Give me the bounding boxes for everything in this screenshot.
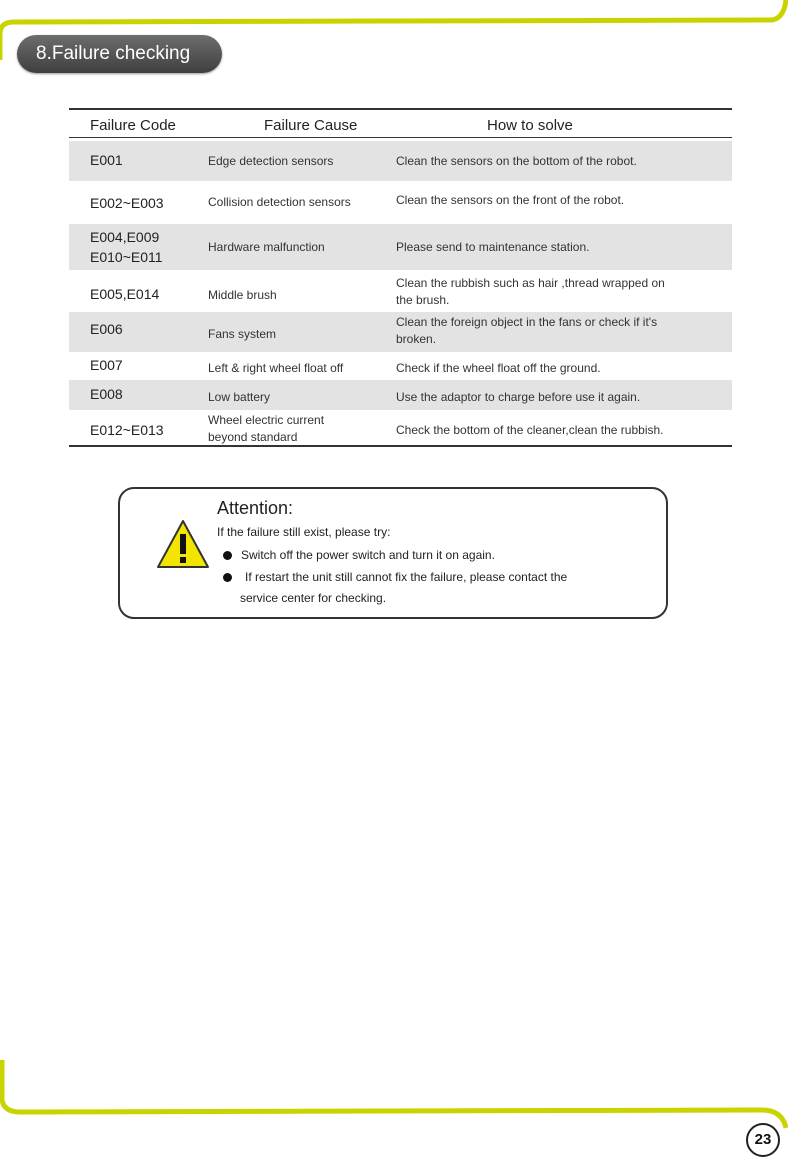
attention-item-line2: service center for checking. [240, 591, 387, 605]
attention-item: Switch off the power switch and turn it on again. [241, 548, 495, 562]
row-cause: Collision detection sensors [208, 195, 351, 209]
row-cause: Wheel electric current [208, 413, 325, 427]
row-cause: Middle brush [208, 288, 277, 302]
table-row [69, 224, 732, 270]
row-fix: Check the bottom of the cleaner,clean the rubbish. [396, 423, 664, 437]
header-how-to-solve: How to solve [487, 117, 573, 134]
table-row [69, 181, 732, 219]
section-title: 8.Failure checking [36, 43, 191, 64]
attention-intro: If the failure still exist, please try: [217, 525, 391, 539]
row-fix: Clean the sensors on the bottom of the robot. [396, 154, 637, 168]
row-cause: Hardware malfunction [208, 240, 325, 254]
table-row [69, 352, 732, 380]
row-cause: Edge detection sensors [208, 154, 334, 168]
bullet-icon [223, 573, 232, 582]
header-failure-cause: Failure Cause [264, 117, 358, 134]
table-bottom-rule [69, 445, 732, 447]
row-cause-line2: beyond standard [208, 430, 298, 444]
row-fix: Use the adaptor to charge before use it again. [396, 390, 641, 404]
table-row [69, 272, 732, 312]
attention-title: Attention: [217, 498, 294, 518]
table-header-rule [69, 137, 732, 138]
header-failure-code: Failure Code [90, 117, 176, 134]
row-cause: Left & right wheel float off [208, 361, 344, 375]
row-code: E006 [90, 321, 123, 337]
row-fix: Clean the sensors on the front of the robot. [396, 193, 625, 207]
table-row [69, 312, 732, 352]
row-cause: Low battery [208, 390, 271, 404]
row-code: E004,E009 [90, 229, 160, 245]
table-row [69, 410, 732, 445]
row-code: E001 [90, 152, 123, 168]
row-code-line2: E010~E011 [90, 249, 163, 265]
row-code: E008 [90, 386, 123, 402]
table-row [69, 380, 732, 410]
row-code: E012~E013 [90, 422, 164, 438]
warning-icon [156, 519, 210, 569]
row-code: E005,E014 [90, 286, 160, 302]
table-row [69, 141, 732, 181]
row-fix: Please send to maintenance station. [396, 240, 590, 254]
row-fix: Clean the foreign object in the fans or check if it's [396, 315, 658, 329]
page-number: 23 [746, 1123, 780, 1157]
row-cause: Fans system [208, 327, 277, 341]
row-fix-line2: the brush. [396, 293, 450, 307]
row-fix: Clean the rubbish such as hair ,thread wrapped on [396, 276, 665, 290]
attention-item: If restart the unit still cannot fix the failure, please contact the [245, 570, 568, 584]
page-frame-bottom [0, 1060, 788, 1158]
row-fix: Check if the wheel float off the ground. [396, 361, 601, 375]
row-code: E007 [90, 357, 123, 373]
attention-box [118, 487, 668, 619]
table-top-rule [69, 108, 732, 110]
row-fix-line2: broken. [396, 332, 437, 346]
bullet-icon [223, 551, 232, 560]
row-code: E002~E003 [90, 195, 164, 211]
section-heading [17, 35, 222, 73]
